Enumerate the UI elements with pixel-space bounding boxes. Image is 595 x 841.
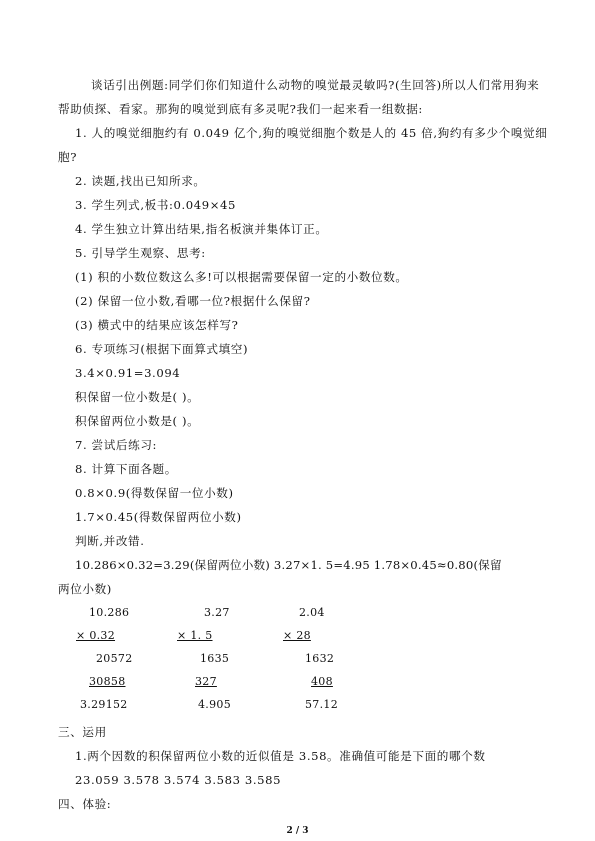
text-line: 两位小数) — [58, 582, 112, 596]
calc-partial: 408 — [311, 675, 333, 688]
text-line: 0.8×0.9(得数保留一位小数) — [75, 486, 234, 500]
text-line: 5. 引导学生观察、思考: — [75, 246, 206, 260]
text-line: 帮助侦探、看家。那狗的嗅觉到底有多灵呢?我们一起来看一组数据: — [58, 102, 423, 116]
text-line: 8. 计算下面各题。 — [75, 462, 177, 476]
text-line: 23.059 3.578 3.574 3.583 3.585 — [75, 773, 282, 787]
calc-factor: 2.04 — [299, 606, 325, 619]
text-line: 1.两个因数的积保留两位小数的近似值是 3.58。准确值可能是下面的哪个数 — [75, 749, 486, 763]
calc-partial: 1635 — [200, 652, 230, 665]
text-line: 3.4×0.91=3.094 — [75, 366, 181, 380]
text-line: (3) 横式中的结果应该怎样写? — [75, 318, 239, 332]
text-line: 4. 学生独立计算出结果,指名板演并集体订正。 — [75, 222, 328, 236]
text-line: 1. 人的嗅觉细胞约有 0.049 亿个,狗的嗅觉细胞个数是人的 45 倍,狗约有多少个嗅觉细 — [75, 126, 548, 140]
calc-partial: 327 — [195, 675, 217, 688]
calc-factor: × 0.32 — [76, 629, 116, 642]
section-heading: 四、体验: — [58, 797, 112, 811]
text-line: 6. 专项练习(根据下面算式填空) — [75, 342, 249, 356]
page-number: 2 / 3 — [286, 826, 309, 836]
text-line: 谈话引出例题:同学们你们知道什么动物的嗅觉最灵敏吗?(生回答)所以人们常用狗来 — [91, 78, 540, 92]
calc-factor: 10.286 — [89, 606, 130, 619]
calc-factor: × 1. 5 — [177, 629, 213, 642]
text-line: 判断,并改错. — [75, 534, 145, 548]
calc-partial: 20572 — [96, 652, 133, 665]
section-heading: 三、运用 — [58, 725, 107, 739]
text-line: 积保留一位小数是( )。 — [75, 390, 200, 404]
calc-result: 3.29152 — [80, 698, 128, 711]
text-line: 积保留两位小数是( )。 — [75, 414, 200, 428]
calc-result: 4.905 — [198, 698, 231, 711]
text-line: (2) 保留一位小数,看哪一位?根据什么保留? — [75, 294, 311, 308]
calc-factor: 3.27 — [204, 606, 230, 619]
calc-result: 57.12 — [305, 698, 338, 711]
calc-factor: × 28 — [283, 629, 311, 642]
text-line: 7. 尝试后练习: — [75, 438, 158, 452]
calc-partial: 30858 — [89, 675, 126, 688]
text-line: 2. 读题,找出已知所求。 — [75, 174, 206, 188]
text-line: 1.7×0.45(得数保留两位小数) — [75, 510, 242, 524]
calc-partial: 1632 — [305, 652, 335, 665]
text-line: (1) 积的小数位数这么多!可以根据需要保留一定的小数位数。 — [75, 270, 408, 284]
text-line: 10.286×0.32=3.29(保留两位小数) 3.27×1. 5=4.95 1.78×0.45≈0.80(保留 — [75, 558, 502, 572]
text-line: 胞? — [58, 150, 78, 164]
text-line: 3. 学生列式,板书:0.049×45 — [75, 198, 236, 212]
